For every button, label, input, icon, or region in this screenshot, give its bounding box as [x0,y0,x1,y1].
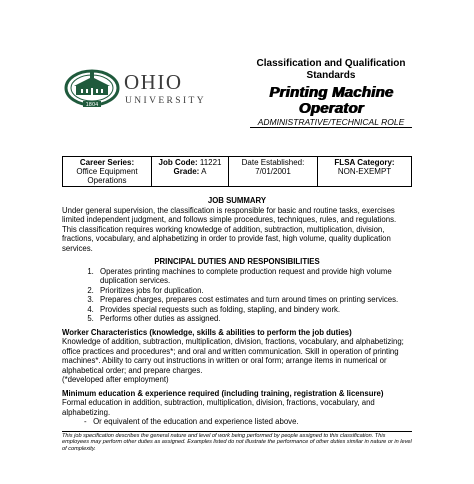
list-item: 3. Prepares charges, prepares cost estimates and turn around times on printing services. [96,295,412,305]
list-item: 1. Operates printing machines to complete production request and provide high volume duplication services. [96,267,412,286]
ohio-university-logo [62,62,232,112]
list-item: 4. Provides special requests such as folding, stapling, and bindery work. [96,305,412,315]
svg-text:UNIVERSITY: UNIVERSITY [125,96,206,106]
list-item: 5. Performs other duties as assigned. [96,314,412,324]
svg-text:1804: 1804 [85,102,99,108]
duties-title: PRINCIPAL DUTIES AND RESPONSIBILITIES [154,257,320,266]
svg-text:OHIO: OHIO [124,70,183,94]
job-summary-text: Under general supervision, the classification is responsible for basic and routine tasks, exercises limited independent judgment, and follows simple procedures, techniques, rules, and regulations. This classification requires working knowledge of addition, subtraction, multiplication, division, fractions, vocabulary, and alphabetizing in order to provide fast, high volume, quality duplication services. [62,205,397,253]
job-info-table [62,156,412,187]
education-text: Formal education in addition, subtraction, multiplication, division, fractions, vocabulary, and alphabetizing. [62,398,375,417]
education-alternative: - Or equivalent of the education and experience listed above. [84,417,299,426]
duties-list [62,267,412,324]
characteristics-title: Worker Characteristics (knowledge, skills & abilities to perform the job duties) [62,327,352,337]
document-body [62,196,412,452]
career-series-cell: Career Series: Office Equipment Operations [63,157,152,187]
document-page [62,44,412,452]
flsa-category-cell: FLSA Category: NON-EXEMPT [318,157,412,187]
footnote: This job specification describes the general nature and level of work being performed by people assigned to this classification. This employees may perform other duties as assigned. Examples listed do not illustrate the performance of other duties similar in nature or in level of complexity. [62,432,412,452]
education-title: Minimum education & experience required (including training, registration & licensure) [62,388,384,398]
title-block [250,58,412,128]
header [62,44,412,127]
characteristics-text: Knowledge of addition, subtraction, multiplication, division, fractions, vocabulary, and alphabetizing; office practices and procedures*; and oral and written communication. Skill in operation of printing machines*. Ability to carry out instructions in written or oral form; arrange items in numerical or alphabetical order; and prepare charges. [62,337,404,375]
classification-subtitle: Standards [306,70,356,81]
job-code-cell: Job Code: 11221 Grade: A [152,157,229,187]
characteristics-note: (*developed after employment) [62,375,169,384]
list-item: 2. Prioritizes jobs for duplication. [96,286,412,296]
date-established-cell: Date Established: 7/01/2001 [229,157,318,187]
classification-title: Classification and Qualification [256,58,406,69]
job-title: Printing Machine Operator [268,84,394,117]
role-label: ADMINISTRATIVE/TECHNICAL ROLE [250,117,412,128]
job-summary-title: JOB SUMMARY [207,196,267,205]
